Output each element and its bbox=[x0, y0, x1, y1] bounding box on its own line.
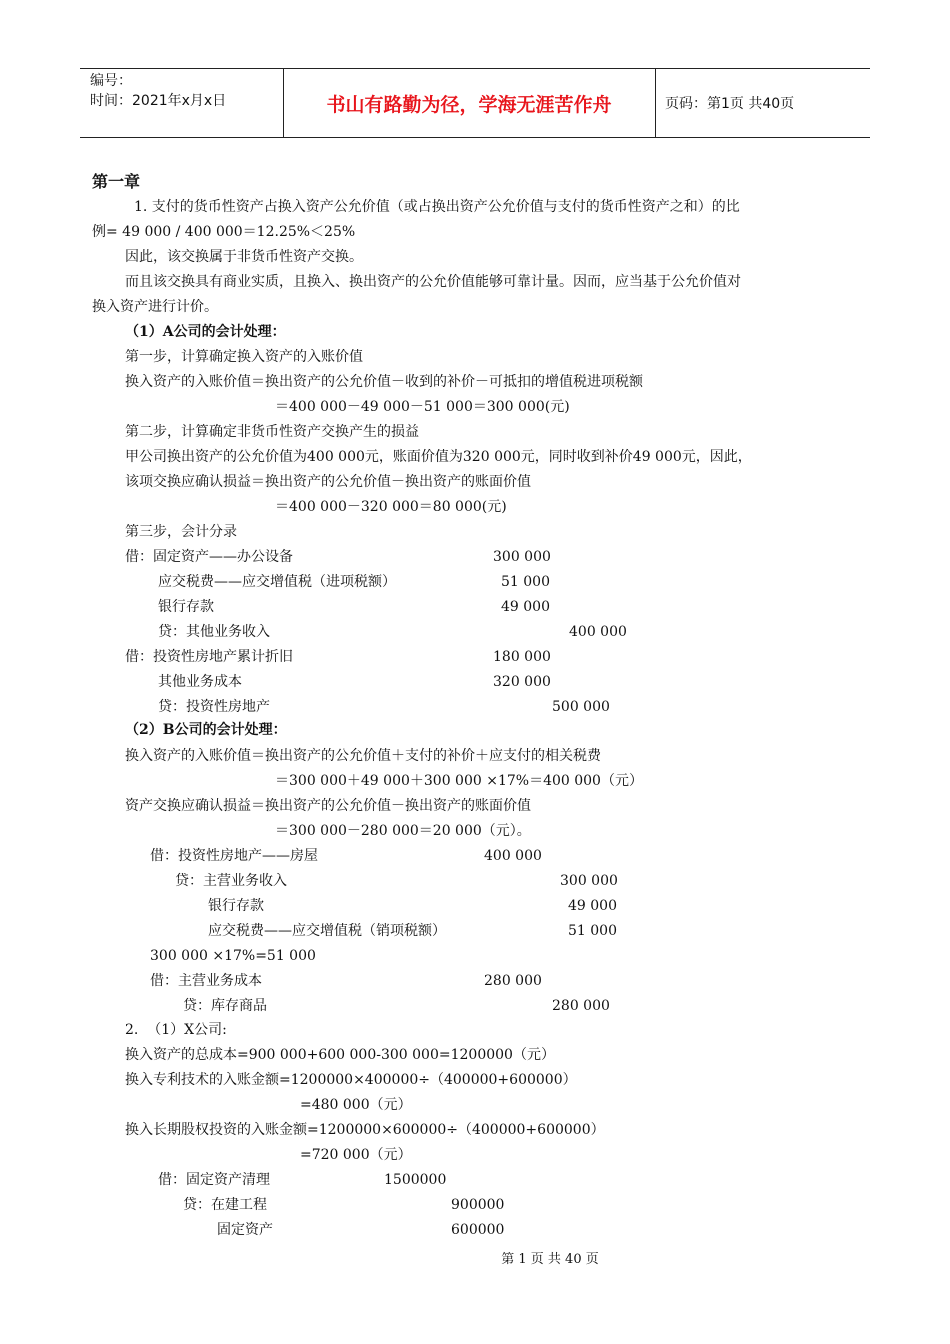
entry-account: 银行存款 bbox=[208, 898, 264, 914]
entry-account: 借：投资性房地产——房屋 bbox=[150, 848, 318, 864]
text-line: =720 000（元） bbox=[300, 1147, 412, 1163]
entry-amount: 280 000 bbox=[484, 973, 542, 989]
text-line: 该项交换应确认损益＝换出资产的公允价值－换出资产的账面价值 bbox=[125, 474, 531, 490]
text-line: 2. （1）X公司: bbox=[125, 1022, 227, 1038]
text-line: ＝400 000－49 000－51 000＝300 000(元) bbox=[275, 399, 570, 415]
entry-amount: 500 000 bbox=[552, 699, 610, 715]
page-footer bbox=[0, 1248, 950, 1267]
text-line: 而且该交换具有商业实质，且换入、换出资产的公允价值能够可靠计量。因而，应当基于公允价值对 bbox=[125, 274, 741, 290]
text-line: ＝300 000＋49 000＋300 000 ×17%＝400 000（元） bbox=[275, 773, 643, 789]
entry-amount: 900000 bbox=[451, 1197, 505, 1213]
text-line: ＝300 000－280 000＝20 000（元）。 bbox=[275, 823, 531, 839]
text-line: 资产交换应确认损益＝换出资产的公允价值－换出资产的账面价值 bbox=[125, 798, 531, 814]
text-line: 换入长期股权投资的入账金额=1200000×600000÷（400000+600000） bbox=[125, 1122, 605, 1138]
section-heading: （2）B公司的会计处理： bbox=[125, 722, 287, 738]
text-line: 1. 支付的货币性资产占换入资产公允价值（或占换出资产公允价值与支付的货币性资产之和）的比 bbox=[134, 199, 740, 215]
text-line: =480 000（元） bbox=[300, 1097, 412, 1113]
text-line: 第三步，会计分录 bbox=[125, 524, 237, 540]
header-time: 时间：2021年x月x日 bbox=[90, 93, 227, 109]
entry-account: 贷：主营业务收入 bbox=[175, 873, 287, 889]
text-line: 例= 49 000 / 400 000＝12.25%＜25% bbox=[92, 224, 356, 240]
entry-account: 借：主营业务成本 bbox=[150, 973, 262, 989]
text-line: ＝400 000－320 000＝80 000(元) bbox=[275, 499, 507, 515]
text-line: 换入资产的入账价值＝换出资产的公允价值＋支付的补价＋应支付的相关税费 bbox=[125, 748, 601, 764]
text-line: 因此，该交换属于非货币性资产交换。 bbox=[125, 249, 363, 265]
page-header bbox=[80, 68, 870, 138]
entry-account: 借：固定资产清理 bbox=[158, 1172, 270, 1188]
entry-amount: 400 000 bbox=[484, 848, 542, 864]
footer-page-number: 第 1 页 共 40 页 bbox=[501, 1252, 599, 1267]
text-line: 换入资产进行计价。 bbox=[92, 299, 218, 315]
entry-amount: 49 000 bbox=[568, 898, 617, 914]
entry-amount: 49 000 bbox=[501, 599, 550, 615]
text-line: 换入专利技术的入账金额=1200000×400000÷（400000+600000） bbox=[125, 1072, 577, 1088]
entry-account: 贷：在建工程 bbox=[183, 1197, 267, 1213]
text-line: 甲公司换出资产的公允价值为400 000元，账面价值为320 000元，同时收到补价49 000元，因此， bbox=[125, 449, 752, 465]
section-heading: （1）A公司的会计处理： bbox=[125, 324, 286, 340]
entry-amount: 180 000 bbox=[493, 649, 551, 665]
chapter-title: 第一章 bbox=[92, 172, 141, 191]
entry-account: 贷：投资性房地产 bbox=[158, 699, 270, 715]
entry-amount: 51 000 bbox=[501, 574, 550, 590]
entry-amount: 300 000 bbox=[560, 873, 618, 889]
entry-account: 借：投资性房地产累计折旧 bbox=[125, 649, 293, 665]
entry-account: 银行存款 bbox=[158, 599, 214, 615]
header-info bbox=[90, 71, 226, 111]
entry-amount: 280 000 bbox=[552, 998, 610, 1014]
entry-account: 贷：其他业务收入 bbox=[158, 624, 270, 640]
entry-amount: 1500000 bbox=[384, 1172, 447, 1188]
header-motto: 书山有路勤为径，学海无涯苦作舟 bbox=[326, 93, 612, 116]
entry-amount: 51 000 bbox=[568, 923, 617, 939]
entry-amount: 320 000 bbox=[493, 674, 551, 690]
text-line: 换入资产的入账价值＝换出资产的公允价值－收到的补价－可抵扣的增值税进项税额 bbox=[125, 374, 643, 390]
entry-account: 固定资产 bbox=[217, 1222, 273, 1238]
entry-account: 贷：库存商品 bbox=[183, 998, 267, 1014]
text-line: 300 000 ×17%=51 000 bbox=[150, 948, 316, 964]
text-line: 第二步，计算确定非货币性资产交换产生的损益 bbox=[125, 424, 419, 440]
entry-amount: 400 000 bbox=[569, 624, 627, 640]
entry-amount: 600000 bbox=[451, 1222, 505, 1238]
header-number: 编号： bbox=[90, 73, 132, 89]
header-page: 页码：第1页 共40页 bbox=[665, 96, 795, 112]
entry-account: 应交税费——应交增值税（进项税额） bbox=[158, 574, 396, 590]
entry-account: 借：固定资产——办公设备 bbox=[125, 549, 293, 565]
header-divider bbox=[655, 69, 656, 137]
text-line: 第一步，计算确定换入资产的入账价值 bbox=[125, 349, 363, 365]
text-line: 换入资产的总成本=900 000+600 000-300 000=1200000（元） bbox=[125, 1047, 555, 1063]
entry-account: 其他业务成本 bbox=[158, 674, 242, 690]
entry-account: 应交税费——应交增值税（销项税额） bbox=[208, 923, 446, 939]
entry-amount: 300 000 bbox=[493, 549, 551, 565]
